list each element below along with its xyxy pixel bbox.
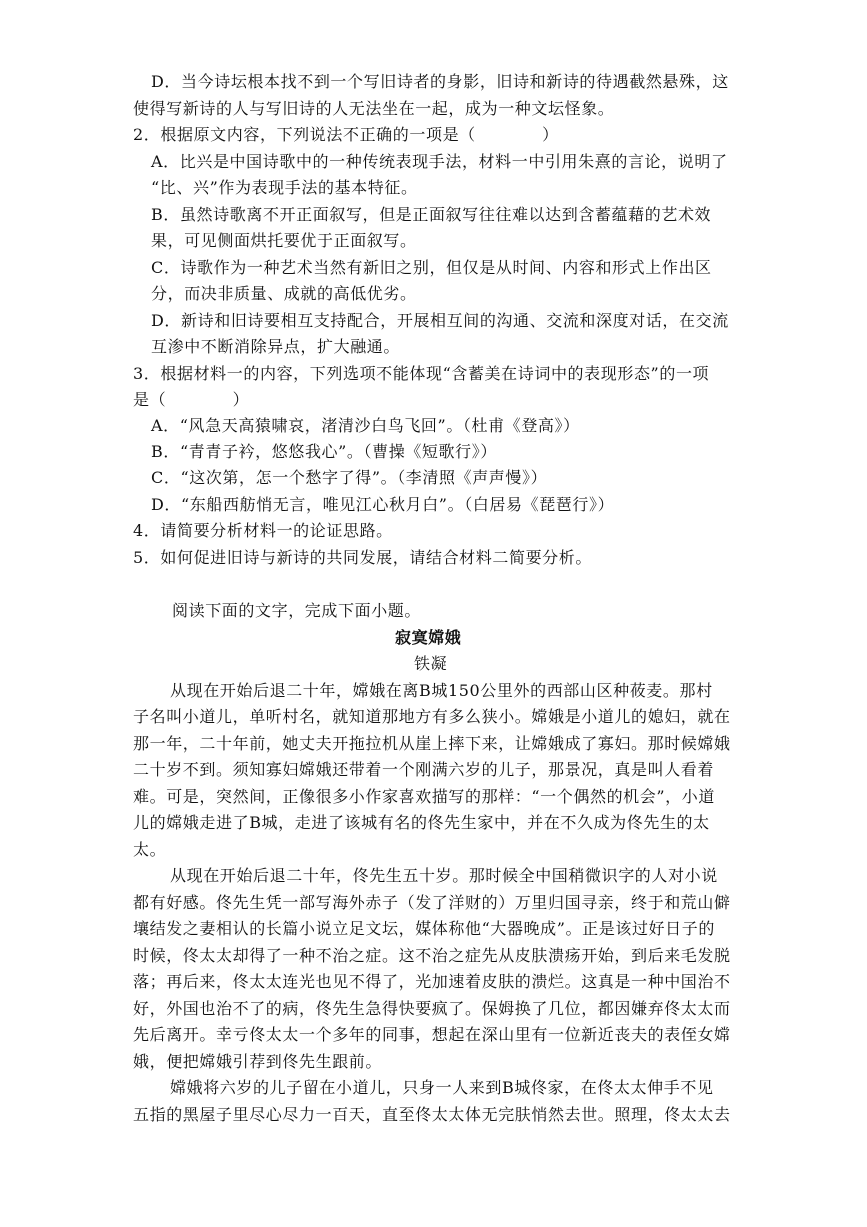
paragraph-1-line7: 太。 [133,840,167,859]
paragraph-2-line8: 娥，便把嫦娥引荐到佟先生跟前。 [133,1052,383,1071]
story-author: 铁凝 [414,654,448,673]
story-title: 寂寞嫦娥 [395,628,462,647]
paragraph-1-line6: 儿的嫦娥走进了B城，走进了该城有名的佟先生家中，并在不久成为佟先生的太 [133,813,710,832]
paragraph-1-line1: 从现在开始后退二十年，嫦娥在离B城150公里外的西部山区种莜麦。那村 [170,681,713,700]
question-4: 4．请简要分析材料一的论证思路。 [133,521,393,540]
q3-option-c: C．“这次第，怎一个愁字了得”。（李清照《声声慢》） [151,468,548,487]
question-3-line1: 3．根据材料一的内容，下列选项不能体现“含蓄美在诗词中的表现形态”的一项 [133,364,710,383]
q3-option-d: D．“东船西舫悄无言，唯见江心秋月白”。（白居易《琵琶行》） [151,495,615,514]
q1-option-d-line1: D．当今诗坛根本找不到一个写旧诗者的身影，旧诗和新诗的待遇截然悬殊，这 [151,72,729,91]
paragraph-2-line6: 好，外国也治不了的病，佟先生急得快要疯了。保姆换了几位，都因嫌弃佟太太而 [133,999,731,1018]
paragraph-2-line3: 壤结发之妻相认的长篇小说立足文坛，媒体称他“大器晚成”。正是该过好日子的 [133,919,715,938]
question-5: 5．如何促进旧诗与新诗的共同发展，请结合材料二简要分析。 [133,548,592,567]
paragraph-2-line4: 时候，佟太太却得了一种不治之症。这不治之症先从皮肤溃疡开始，到后来毛发脱 [133,946,731,965]
q2-option-c-line1: C．诗歌作为一种艺术当然有新旧之别，但仅是从时间、内容和形式上作出区 [151,258,712,277]
paragraph-1-line3: 那一年，二十年前，她丈夫开拖拉机从崖上摔下来，让嫦娥成了寡妇。那时候嫦娥 [133,734,731,753]
paragraph-1-line5: 难。可是，突然间，正像很多小作家喜欢描写的那样：“一个偶然的机会”，小道 [133,787,715,806]
question-3-line2: 是（ ） [133,390,250,409]
paragraph-2-line5: 落；再后来，佟太太连光也见不得了，光加速着皮肤的溃烂。这真是一种中国治不 [133,972,731,991]
paragraph-3-line2: 五指的黑屋子里尽心尽力一百天，直至佟太太体无完肤悄然去世。照理，佟太太去 [133,1105,731,1124]
q2-option-b-line1: B．虽然诗歌离不开正面叙写，但是正面叙写往往难以达到含蓄蕴藉的艺术效 [151,205,712,224]
paragraph-3-line1: 嫦娥将六岁的儿子留在小道儿，只身一人来到B城佟家，在佟太太伸手不见 [170,1078,714,1097]
q3-option-b: B．“青青子衿，悠悠我心”。（曹操《短歌行》） [151,442,497,461]
paragraph-2-line1: 从现在开始后退二十年，佟先生五十岁。那时候全中国稍微识字的人对小说 [170,866,718,885]
q2-option-d-line2: 互渗中不断消除异点，扩大融通。 [151,337,401,356]
q2-option-d-line1: D．新诗和旧诗要相互支持配合，开展相互间的沟通、交流和深度对话，在交流 [151,311,729,330]
q3-option-a: A．“风急天高猿啸哀，渚清沙白鸟飞回”。（杜甫《登高》） [151,416,580,435]
reading-instruction: 阅读下面的文字，完成下面小题。 [172,601,422,620]
q2-option-b-line2: 果，可见侧面烘托要优于正面叙写。 [151,231,417,250]
q1-option-d-line2: 使得写新诗的人与写旧诗的人无法坐在一起，成为一种文坛怪象。 [133,99,615,118]
paragraph-1-line2: 子名叫小道儿，单听村名，就知道那地方有多么狭小。嫦娥是小道儿的媳妇，就在 [133,707,731,726]
question-2: 2．根据原文内容，下列说法不正确的一项是（ ） [133,125,559,144]
paragraph-1-line4: 二十岁不到。须知寡妇嫦娥还带着一个刚满六岁的儿子，那景况，真是叫人看着 [133,760,715,779]
q2-option-a-line1: A．比兴是中国诗歌中的一种传统表现手法，材料一中引用朱熹的言论，说明了 [151,152,728,171]
q2-option-c-line2: 分，而决非质量、成就的高低优劣。 [151,284,417,303]
paragraph-2-line2: 都有好感。佟先生凭一部写海外赤子（发了洋财的）万里归国寻亲，终于和荒山僻 [133,893,731,912]
q2-option-a-line2: “比、兴”作为表现手法的基本特征。 [151,178,418,197]
paragraph-2-line7: 先后离开。幸亏佟太太一个多年的同事，想起在深山里有一位新近丧夫的表侄女嫦 [133,1025,731,1044]
